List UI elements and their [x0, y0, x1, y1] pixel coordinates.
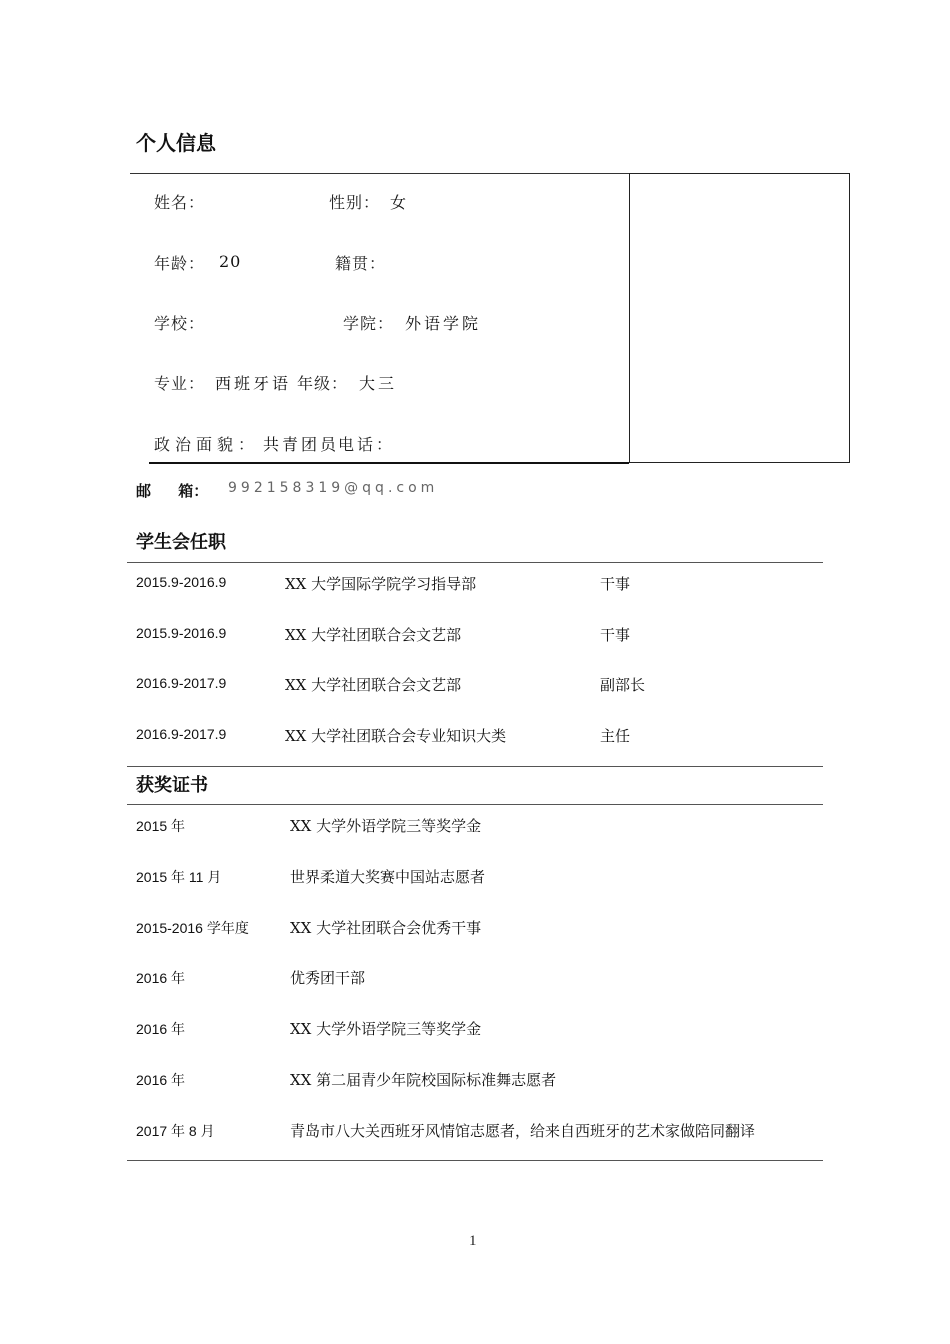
name-label: 姓名： — [154, 193, 206, 212]
politics-value: 共青团员 — [263, 435, 340, 454]
union-date: 2015.9-2016.9 — [136, 625, 227, 641]
info-bottom-rule — [149, 462, 629, 464]
grade-label: 年级： — [297, 374, 349, 393]
award-date: 2016 年 — [136, 1072, 186, 1088]
award-text: XX 第二届青少年院校国际标准舞志愿者 — [290, 1071, 557, 1089]
union-org: XX 大学国际学院学习指导部 — [285, 575, 477, 593]
school-label: 学校： — [154, 314, 206, 333]
union-org: XX 大学社团联合会文艺部 — [285, 626, 462, 644]
union-role: 副部长 — [600, 676, 646, 694]
award-date: 2015 年 11 月 — [136, 869, 222, 885]
section-title-awards: 获奖证书 — [136, 775, 208, 796]
grade-value: 大三 — [359, 374, 398, 393]
award-text: XX 大学社团联合会优秀干事 — [290, 919, 482, 937]
union-date: 2016.9-2017.9 — [136, 726, 227, 742]
awards-top-rule — [127, 804, 823, 805]
award-date: 2017 年 8 月 — [136, 1123, 215, 1139]
award-text: XX 大学外语学院三等奖学金 — [290, 1020, 482, 1038]
major-label: 专业： — [154, 374, 206, 393]
awards-bottom-rule — [127, 1160, 823, 1161]
union-date: 2016.9-2017.9 — [136, 675, 227, 691]
politics-label: 政治面貌： — [154, 435, 260, 454]
section-title-union: 学生会任职 — [136, 532, 226, 553]
award-text: 世界柔道大奖赛中国站志愿者 — [290, 868, 486, 886]
email-label: 邮 箱： — [136, 482, 209, 500]
award-date: 2016 年 — [136, 970, 186, 986]
union-date: 2015.9-2016.9 — [136, 574, 227, 590]
award-date: 2015-2016 学年度 — [136, 920, 249, 936]
union-role: 主任 — [600, 727, 631, 745]
major-value: 西班牙语 — [215, 374, 292, 393]
college-value: 外语学院 — [405, 314, 482, 333]
college-label: 学院： — [343, 314, 395, 333]
age-label: 年龄： — [154, 254, 206, 273]
award-text: 青岛市八大关西班牙风情馆志愿者，给来自西班牙的艺术家做陪同翻译 — [290, 1122, 756, 1140]
union-top-rule — [127, 562, 823, 563]
award-text: 优秀团干部 — [290, 969, 366, 987]
gender-value: 女 — [390, 193, 410, 212]
age-value: 20 — [219, 252, 242, 271]
hometown-label: 籍贯： — [335, 254, 387, 273]
union-org: XX 大学社团联合会文艺部 — [285, 676, 462, 694]
award-date: 2016 年 — [136, 1021, 186, 1037]
union-org: XX 大学社团联合会专业知识大类 — [285, 727, 507, 745]
award-text: XX 大学外语学院三等奖学金 — [290, 817, 482, 835]
union-role: 干事 — [600, 626, 631, 644]
page-number: 1 — [469, 1233, 477, 1249]
email-value: 992158319@qq.com — [228, 480, 439, 496]
phone-label: 电话： — [338, 435, 396, 454]
award-date: 2015 年 — [136, 818, 186, 834]
section-title-personal: 个人信息 — [136, 131, 216, 155]
union-bottom-rule — [127, 766, 823, 767]
photo-frame — [629, 173, 850, 463]
gender-label: 性别： — [329, 193, 381, 212]
union-role: 干事 — [600, 575, 631, 593]
